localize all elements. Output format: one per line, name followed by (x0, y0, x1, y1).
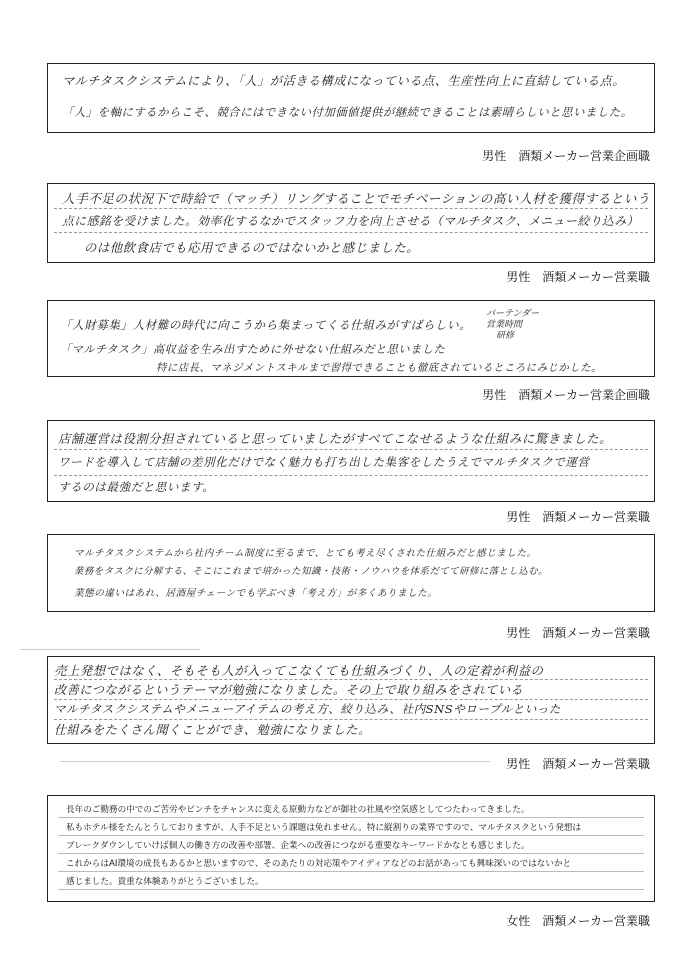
response-box-4 (47, 420, 655, 502)
writing-guide-line (54, 719, 648, 720)
handwritten-line: 「人」を軸にするからこそ、競合にはできない付加価値提供が継続できることは素晴らしいと思いました。 (62, 105, 633, 119)
response-box-2 (47, 183, 655, 263)
scan-artifact (20, 649, 200, 650)
response-box-6 (47, 656, 655, 744)
writing-guide-line (54, 232, 648, 233)
respondent-caption: 男性 酒類メーカー営業職 (506, 757, 650, 771)
handwritten-line: マルチタスクシステムにより、「人」が活きる構成になっている点、生産性向上に直結している点。 (62, 74, 626, 88)
respondent-caption: 男性 酒類メーカー営業企画職 (482, 388, 650, 402)
writing-guide-line (54, 679, 648, 680)
handwritten-line: のは他飲食店でも応用できるのではないかと感じました。 (84, 240, 420, 255)
writing-guide-line (58, 889, 644, 890)
handwritten-line: するのは最強だと思います。 (58, 480, 215, 494)
respondent-caption: 男性 酒類メーカー営業職 (506, 270, 650, 284)
writing-guide-line (58, 817, 644, 818)
printed-line: これからはAI環境の成長もあるかと思いますので、そのあたりの対応策やアイディアなどのお話があっても興味深いのではないかと (66, 859, 572, 869)
handwritten-line: 売上発想ではなく、そもそも人が入ってこなくても仕組みづくり、人の定着が利益の (54, 663, 544, 678)
respondent-caption: 女性 酒類メーカー営業職 (506, 914, 650, 928)
response-box-5 (47, 534, 655, 612)
printed-line: ブレークダウンしていけば個人の働き方の改善や部署、企業への改善につながる重要なキーワードかなとも感じました。 (66, 841, 530, 851)
handwritten-line: 点に感銘を受けました。効率化するなかでスタッフ力を向上させる（マルチタスク、メニュー絞り込み） (62, 214, 639, 228)
margin-note: パーテンダー 営業時間 研修 (486, 309, 540, 341)
respondent-caption: 男性 酒類メーカー営業職 (506, 626, 650, 640)
handwritten-line: 「人財募集」人材難の時代に向こうから集まってくる仕組みがすばらしい。 (60, 318, 472, 332)
respondent-caption: 男性 酒類メーカー営業職 (506, 510, 650, 524)
handwritten-line: マルチタスクシステムから社内チーム制度に至るまで、とても考え尽くされた仕組みだと感じました。 (74, 548, 537, 559)
handwritten-line: ワードを導入して店舗の差別化だけでなく魅力も打ち出した集客をしたうえでマルチタスクで運営 (58, 455, 590, 469)
handwritten-line: 仕組みをたくさん聞くことができ、勉強になりました。 (54, 723, 371, 737)
handwritten-line: 特に店長、マネジメントスキルまで習得できることも徹底されているところにみじかした。 (156, 362, 602, 374)
handwritten-line: 店舗運営は役割分担されていると思っていましたがすべてこなせるような仕組みに驚きました。 (58, 431, 613, 446)
response-box-3 (47, 300, 655, 377)
handwritten-line: 「マルチタスク」高収益を生み出すために外せない仕組みだと思いました (60, 343, 446, 356)
handwritten-line: マルチタスクシステムやメニューアイテムの考え方、絞り込み、社内SNSやロープルといった (54, 702, 561, 716)
printed-line: 長年のご勤務の中でのご苦労やピンチをチャンスに変える原動力などが御社の社風や空気感としてつたわってきました。 (66, 805, 530, 815)
response-box-1 (47, 63, 655, 133)
writing-guide-line (54, 475, 648, 476)
writing-guide-line (54, 699, 648, 700)
writing-guide-line (58, 835, 644, 836)
writing-guide-line (58, 871, 644, 872)
handwritten-line: 人手不足の状況下で時給で（マッチ）リングすることでモチベーションの高い人材を獲得するという (62, 191, 650, 206)
printed-line: 私もホテル様をたんとうしておりますが、人手不足という課題は免れません。特に縦割りの業界ですので、マルチタスクという発想は (66, 823, 582, 833)
response-box-7 (47, 795, 655, 902)
handwritten-line: 業務をタスクに分解する、そこにこれまで培かった知識・技術・ノウハウを体系だてて研修に落とし込む。 (74, 566, 549, 577)
printed-line: 感じました。貴重な体験ありがとうございました。 (66, 877, 264, 887)
handwritten-line: 業態の違いはあれ、居酒屋チェーンでも学ぶべき「考え方」が多くありました。 (74, 588, 438, 599)
scan-artifact (60, 761, 490, 762)
writing-guide-line (58, 853, 644, 854)
handwritten-line: 改善につながるというテーマが勉強になりました。その上で取り組みをされている (54, 683, 524, 697)
writing-guide-line (54, 208, 648, 209)
writing-guide-line (54, 449, 648, 450)
respondent-caption: 男性 酒類メーカー営業企画職 (482, 149, 650, 163)
